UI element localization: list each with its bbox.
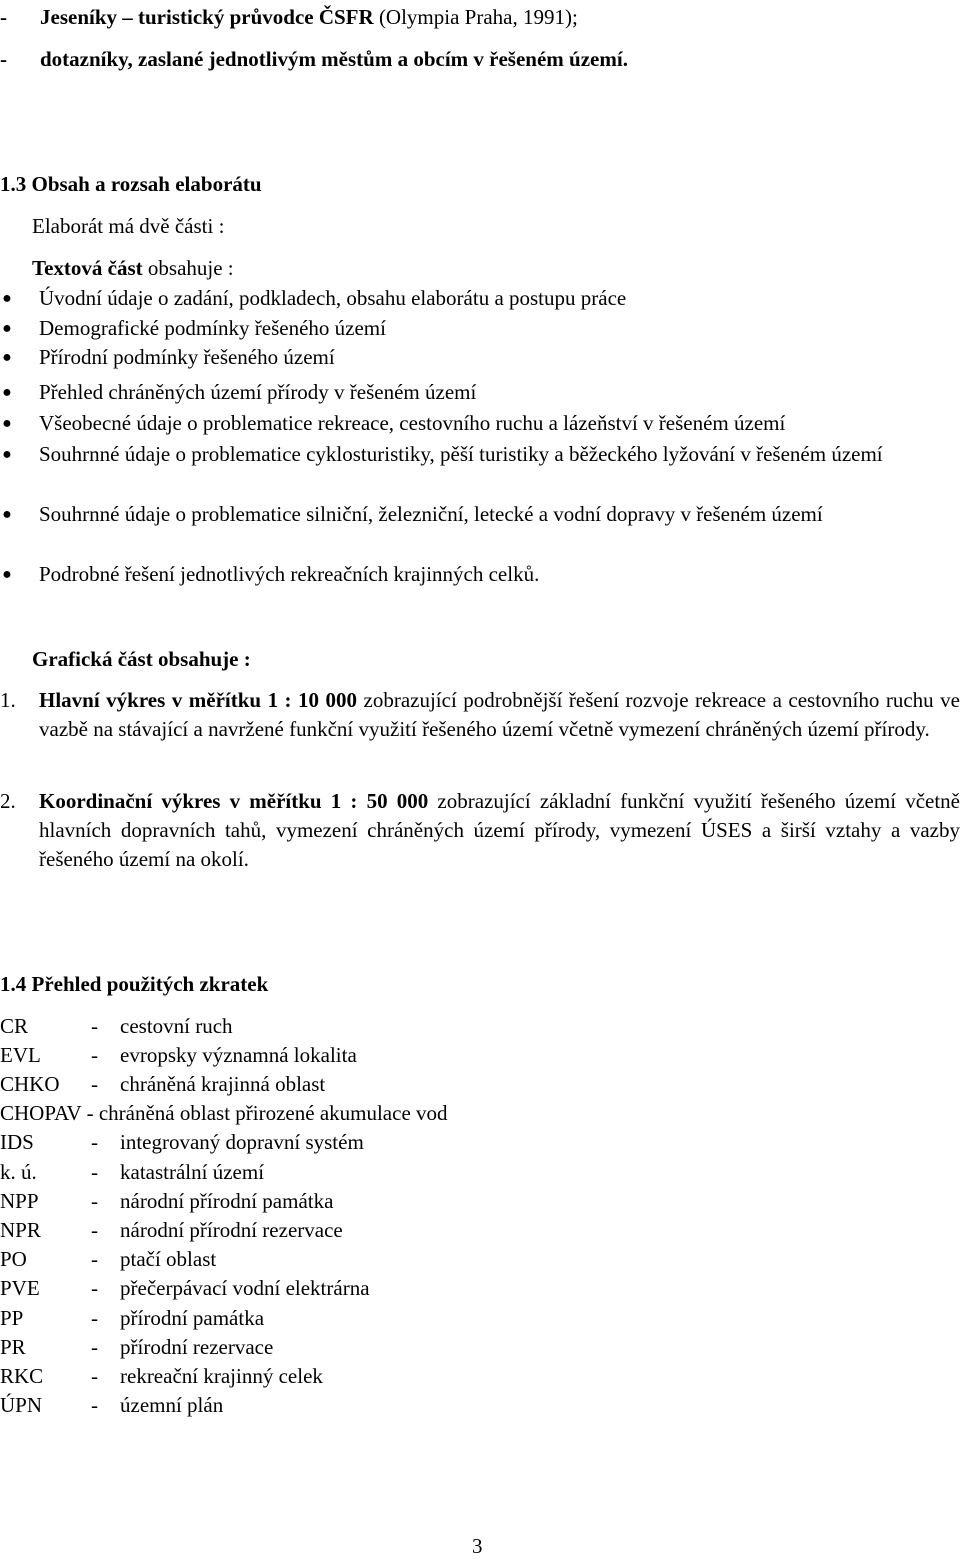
list-item-text: Podrobné řešení jednotlivých rekreačních krajinných celků. (39, 562, 540, 586)
abbr-code: PR (0, 1335, 26, 1359)
source-title: dotazníky, zaslané jednotlivým městům a obcím v řešeném území. (40, 47, 628, 71)
list-item-text: Demografické podmínky řešeného území (39, 316, 386, 340)
text-part-heading (32, 254, 234, 283)
list-dash: - (0, 5, 7, 29)
abbr-separator: - (91, 1160, 98, 1184)
item-number: 1. (0, 688, 16, 712)
bullet-icon: ● (2, 446, 12, 463)
abbr-separator: - (91, 1189, 98, 1213)
bullet-icon: ● (2, 506, 12, 523)
bullet-icon: ● (2, 290, 12, 307)
abbr-code: IDS (0, 1130, 34, 1154)
list-dash: - (0, 47, 7, 71)
item-description: zobrazující základní funkční využití řešeného území včetně hlavních dopravních tahů, vymezení chráněných území přírody, vymezení ÚSES a širší vztahy a vazby řešeného území na okolí. (39, 789, 960, 871)
abbr-separator: - (91, 1335, 98, 1359)
bullet-icon: ● (2, 349, 12, 366)
abbr-code: NPP (0, 1189, 39, 1213)
abbreviation-row (0, 1304, 264, 1333)
abbreviation-row (0, 1041, 357, 1070)
abbreviation-row (0, 1362, 323, 1391)
abbr-separator: - (91, 1364, 98, 1388)
abbr-code: CHKO (0, 1072, 60, 1096)
abbr-separator: - (91, 1043, 98, 1067)
abbr-code: PP (0, 1306, 24, 1330)
abbr-code: EVL (0, 1043, 41, 1067)
abbr-separator: - (91, 1247, 98, 1271)
abbreviation-row (0, 1099, 448, 1128)
abbr-separator: - (91, 1306, 98, 1330)
abbr-meaning: přečerpávací vodní elektrárna (120, 1276, 370, 1300)
abbr-meaning: cestovní ruch (120, 1014, 233, 1038)
bullet-icon: ● (2, 566, 12, 583)
source-detail: (Olympia Praha, 1991); (373, 5, 578, 29)
page-number: 3 (472, 1534, 483, 1558)
source-item (0, 45, 628, 74)
abbr-separator: - (91, 1393, 98, 1417)
abbreviation-row (0, 1158, 264, 1187)
item-title: Hlavní výkres v měřítku 1 : 10 000 (39, 688, 358, 712)
graphic-part-heading: Grafická část obsahuje : (32, 647, 251, 671)
item-body (39, 686, 960, 744)
abbr-separator: - (91, 1130, 98, 1154)
section-heading-1-3: 1.3 Obsah a rozsah elaborátu (0, 172, 262, 196)
section-heading-1-4: 1.4 Přehled použitých zkratek (0, 972, 269, 996)
text-part-label: Textová část (32, 256, 143, 280)
list-item-text: Všeobecné údaje o problematice rekreace, cestovního ruchu a lázeňství v řešeném území (39, 411, 786, 435)
item-description: zobrazující podrobnější řešení rozvoje rekreace a cestovního ruchu ve vazbě na stávající a navržené funkční využití řešeného území včetně vymezení chráněných území přírody. (39, 688, 960, 741)
abbr-separator: - (91, 1014, 98, 1038)
list-item-text: Úvodní údaje o zadání, podkladech, obsahu elaborátu a postupu práce (39, 286, 627, 310)
intro-text: Elaborát má dvě části : (32, 214, 225, 238)
abbr-meaning: chráněná oblast přirozené akumulace vod (98, 1101, 448, 1125)
abbr-separator: - (91, 1218, 98, 1242)
abbr-separator: - (91, 1276, 98, 1300)
abbr-meaning: národní přírodní památka (120, 1189, 334, 1213)
item-body (39, 787, 960, 874)
abbr-meaning: územní plán (120, 1393, 224, 1417)
source-title: Jeseníky – turistický průvodce ČSFR (40, 5, 374, 29)
bullet-icon: ● (2, 384, 12, 401)
abbreviation-row (0, 1187, 333, 1216)
source-item (0, 3, 578, 32)
abbr-meaning: chráněná krajinná oblast (120, 1072, 326, 1096)
abbr-meaning: ptačí oblast (120, 1247, 217, 1271)
item-title: Koordinační výkres v měřítku 1 : 50 000 (39, 789, 429, 813)
abbreviation-row (0, 1070, 325, 1099)
list-item-text: Přehled chráněných území přírody v řešeném území (39, 380, 477, 404)
abbr-code: k. ú. (0, 1160, 37, 1184)
abbreviation-row (0, 1216, 343, 1245)
abbreviation-row (0, 1245, 216, 1274)
abbr-meaning: evropsky významná lokalita (120, 1043, 357, 1067)
abbreviation-row (0, 1274, 370, 1303)
bullet-icon: ● (2, 320, 12, 337)
abbreviation-row (0, 1012, 233, 1041)
abbr-meaning: přírodní rezervace (120, 1335, 274, 1359)
abbr-code: PVE (0, 1276, 40, 1300)
list-item-text: Souhrnné údaje o problematice cyklosturistiky, pěší turistiky a běžeckého lyžování v řešeném území (39, 442, 883, 466)
abbr-code: NPR (0, 1218, 41, 1242)
abbr-code: ÚPN (0, 1393, 43, 1417)
abbr-code: CR (0, 1014, 29, 1038)
bullet-icon: ● (2, 415, 12, 432)
text-part-suffix: obsahuje : (142, 256, 234, 280)
abbr-meaning: integrovaný dopravní systém (120, 1130, 364, 1154)
abbreviation-row (0, 1333, 273, 1362)
abbr-separator: - (86, 1101, 94, 1125)
abbr-code: PO (0, 1247, 27, 1271)
abbreviation-row (0, 1128, 364, 1157)
abbr-meaning: katastrální území (120, 1160, 265, 1184)
abbr-code: RKC (0, 1364, 44, 1388)
abbr-separator: - (91, 1072, 98, 1096)
list-item-text: Přírodní podmínky řešeného území (39, 345, 335, 369)
abbreviation-row (0, 1391, 223, 1420)
item-number: 2. (0, 789, 16, 813)
abbr-meaning: rekreační krajinný celek (120, 1364, 323, 1388)
abbr-meaning: národní přírodní rezervace (120, 1218, 343, 1242)
abbr-meaning: přírodní památka (120, 1306, 265, 1330)
list-item-text: Souhrnné údaje o problematice silniční, železniční, letecké a vodní dopravy v řešeném území (39, 502, 823, 526)
abbr-code: CHOPAV (0, 1101, 82, 1125)
